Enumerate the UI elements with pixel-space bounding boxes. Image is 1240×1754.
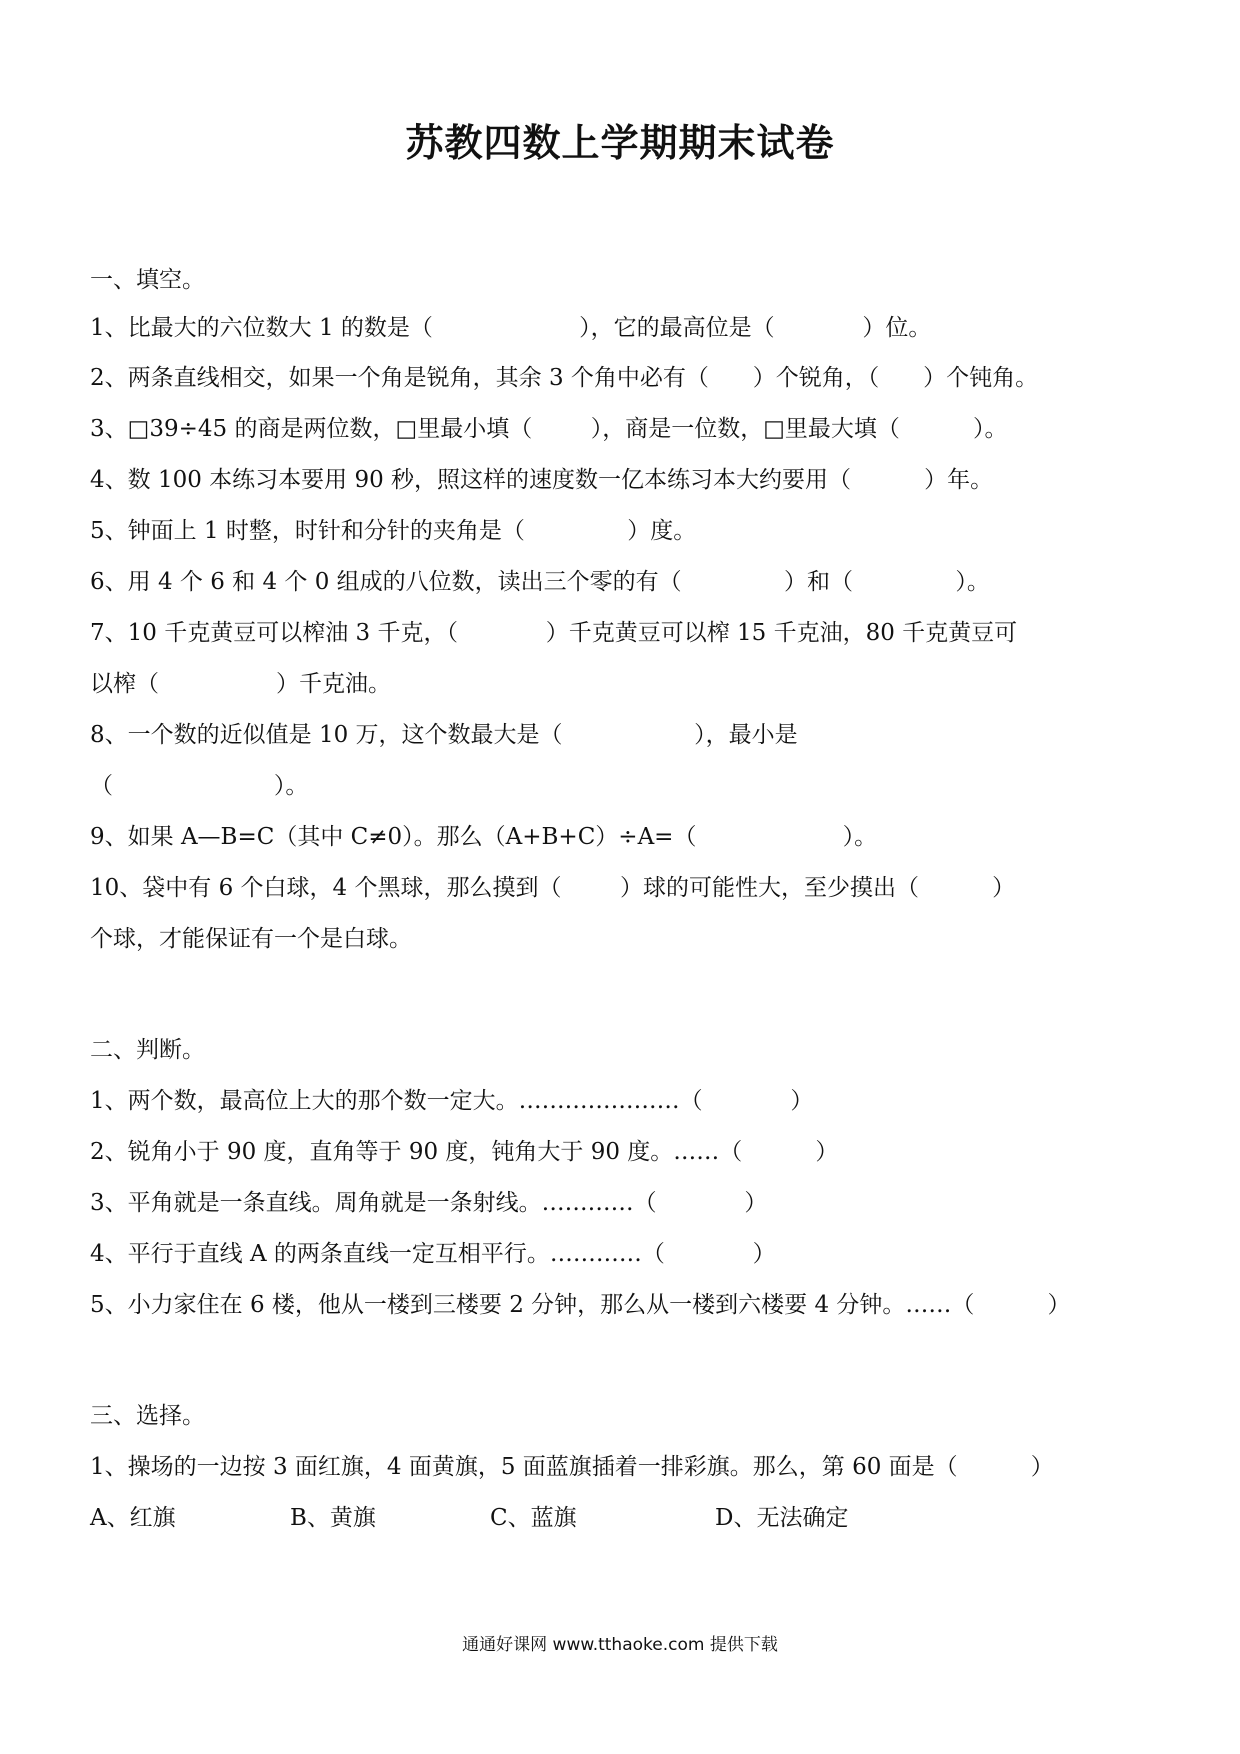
choice-option-c: C、蓝旗 xyxy=(490,1505,577,1531)
question-line: 3、平角就是一条直线。周角就是一条射线。…………（ ） xyxy=(90,1190,768,1216)
page-title: 苏教四数上学期期末试卷 xyxy=(405,120,835,165)
question-line: 10、袋中有 6 个白球，4 个黑球，那么摸到（ ）球的可能性大，至少摸出（ ） xyxy=(90,875,1016,901)
choice-option-d: D、无法确定 xyxy=(715,1505,849,1531)
question-line: 6、用 4 个 6 和 4 个 0 组成的八位数，读出三个零的有（ ）和（ ）。 xyxy=(90,569,990,595)
section-heading-true-false: 二、判断。 xyxy=(90,1037,205,1063)
question-line: 2、锐角小于 90 度，直角等于 90 度，钝角大于 90 度。……（ ） xyxy=(90,1139,839,1165)
question-line: 1、两个数，最高位上大的那个数一定大。…………………（ ） xyxy=(90,1088,814,1114)
question-line: 4、数 100 本练习本要用 90 秒，照这样的速度数一亿本练习本大约要用（ ）年。 xyxy=(90,467,994,493)
question-line: 1、比最大的六位数大 1 的数是（ ），它的最高位是（ ）位。 xyxy=(90,315,932,341)
choice-option-b: B、黄旗 xyxy=(290,1505,376,1531)
section-heading-fill-blank: 一、填空。 xyxy=(90,267,205,293)
question-line: 9、如果 A—B=C（其中 C≠0）。那么（A+B+C）÷A=（ ）。 xyxy=(90,824,878,850)
question-line: （ ）。 xyxy=(90,773,309,799)
question-line: 3、□39÷45 的商是两位数，□里最小填（ ），商是一位数，□里最大填（ ）。 xyxy=(90,416,1008,442)
question-line: 个球，才能保证有一个是白球。 xyxy=(90,926,412,952)
question-line: 4、平行于直线 A 的两条直线一定互相平行。…………（ ） xyxy=(90,1241,776,1267)
question-line: 5、小力家住在 6 楼，他从一楼到三楼要 2 分钟，那么从一楼到六楼要 4 分钟。……（ ） xyxy=(90,1292,1071,1318)
footer-credit: 通通好课网 www.tthaoke.com 提供下载 xyxy=(462,1635,778,1655)
question-line: 2、两条直线相交，如果一个角是锐角，其余 3 个角中必有（ ）个锐角，（ ）个钝角。 xyxy=(90,365,1039,391)
question-line: 8、一个数的近似值是 10 万，这个数最大是（ ），最小是 xyxy=(90,722,798,748)
question-line: 以榨（ ）千克油。 xyxy=(90,671,391,697)
question-line: 5、钟面上 1 时整，时针和分针的夹角是（ ）度。 xyxy=(90,518,697,544)
question-line: 7、10 千克黄豆可以榨油 3 千克，（ ）千克黄豆可以榨 15 千克油，80 千克黄豆可 xyxy=(90,620,1018,646)
choice-option-a: A、红旗 xyxy=(90,1505,176,1531)
question-line: 1、操场的一边按 3 面红旗，4 面黄旗，5 面蓝旗插着一排彩旗。那么，第 60 面是（ ） xyxy=(90,1454,1054,1480)
section-heading-multiple-choice: 三、选择。 xyxy=(90,1403,205,1429)
